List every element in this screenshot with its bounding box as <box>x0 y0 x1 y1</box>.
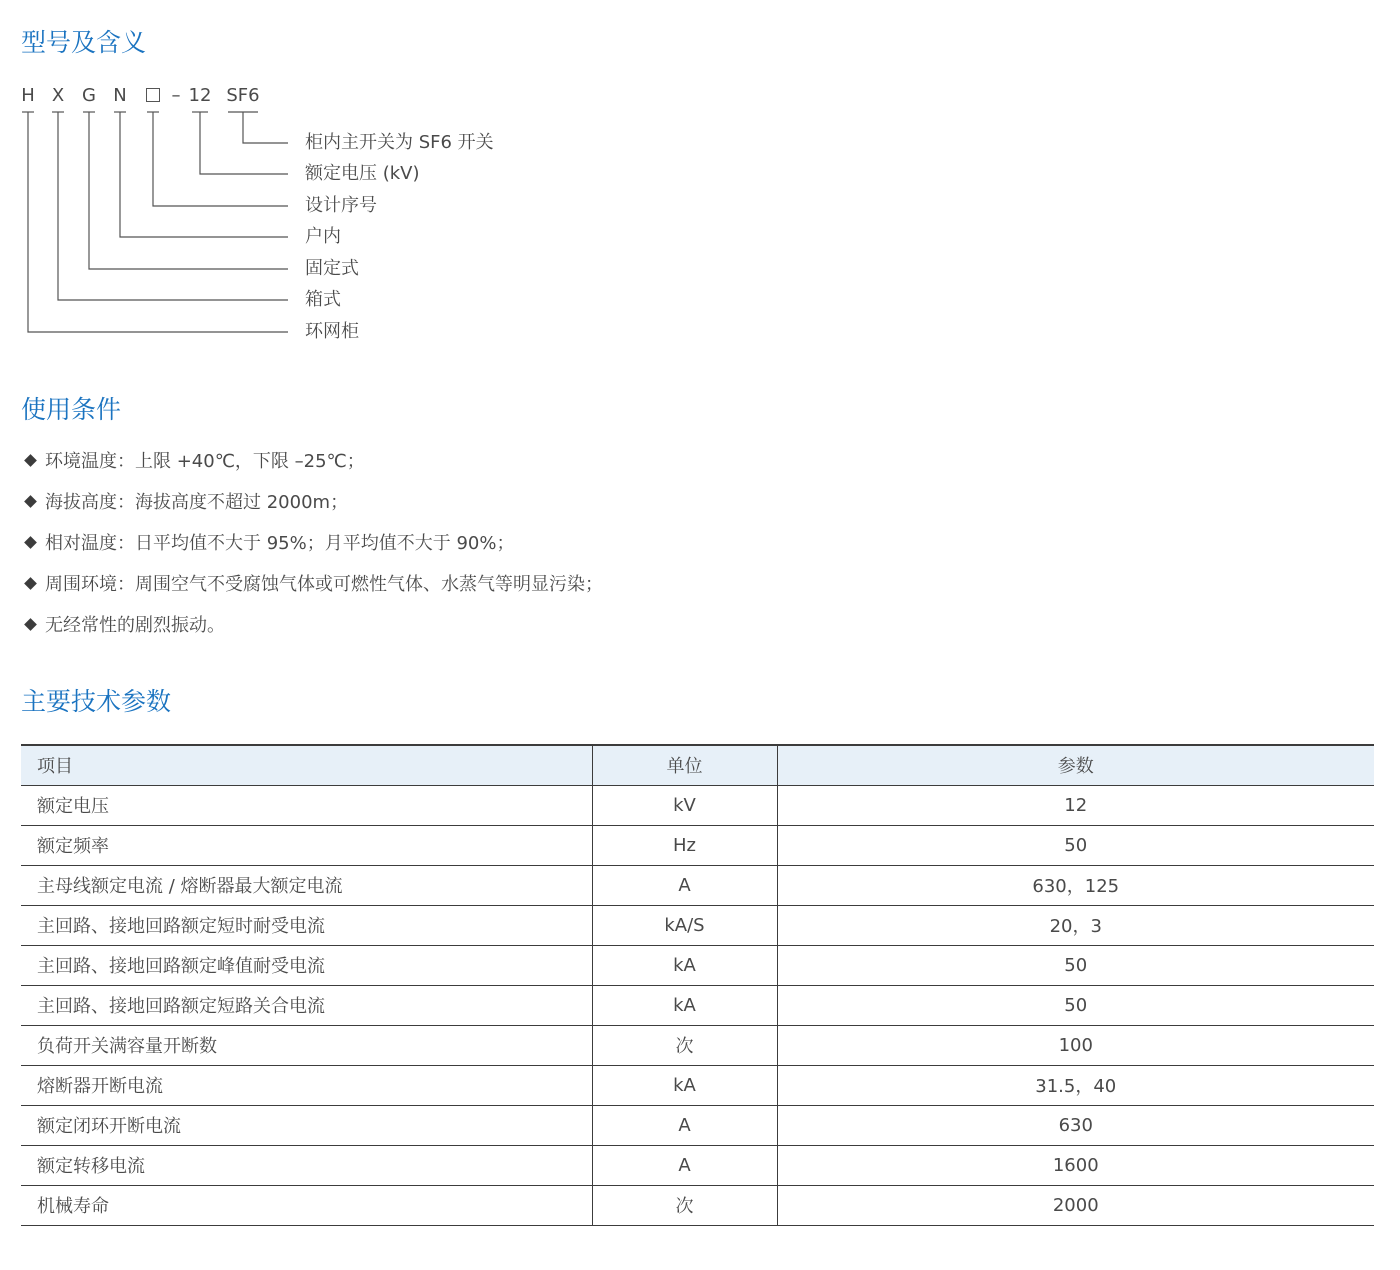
cell-unit: kA <box>592 945 777 985</box>
meaning-ring-main-unit: 环网柜 <box>305 321 359 342</box>
cell-unit: kA <box>592 1065 777 1105</box>
cell-item: 额定闭环开断电流 <box>21 1105 592 1145</box>
code-sf6: SF6 <box>226 85 260 106</box>
code-letter-n: N <box>113 85 127 106</box>
table-row <box>21 1025 1374 1065</box>
condition-item <box>22 614 225 638</box>
diamond-bullet-icon <box>24 495 37 508</box>
header-item: 项目 <box>21 745 592 785</box>
cell-unit: kA/S <box>592 905 777 945</box>
cell-value: 12 <box>777 785 1374 825</box>
condition-item <box>22 450 365 474</box>
code-dash: – <box>171 85 181 106</box>
meaning-box-type: 箱式 <box>305 289 341 310</box>
cell-value: 630，125 <box>777 865 1374 905</box>
cell-unit: kV <box>592 785 777 825</box>
meaning-fixed-type: 固定式 <box>305 258 359 279</box>
code-voltage: 12 <box>188 85 212 106</box>
condition-text: 环境温度：上限 +40℃，下限 –25℃； <box>45 451 365 472</box>
table-row <box>21 985 1374 1025</box>
params-table <box>21 744 1374 1226</box>
code-letter-g: G <box>82 85 96 106</box>
cell-value: 50 <box>777 945 1374 985</box>
model-section-title: 型号及含义 <box>21 28 147 57</box>
cell-item: 熔断器开断电流 <box>21 1065 592 1105</box>
cell-value: 2000 <box>777 1185 1374 1225</box>
table-row <box>21 945 1374 985</box>
header-unit: 单位 <box>592 745 777 785</box>
meaning-rated-voltage: 额定电压 (kV) <box>305 163 420 184</box>
header-value: 参数 <box>777 745 1374 785</box>
condition-text: 周围环境：周围空气不受腐蚀气体或可燃性气体、水蒸气等明显污染； <box>45 574 603 595</box>
cell-unit: 次 <box>592 1185 777 1225</box>
code-letter-x: X <box>51 85 65 106</box>
diamond-bullet-icon <box>24 454 37 467</box>
cell-unit: Hz <box>592 825 777 865</box>
diamond-bullet-icon <box>24 577 37 590</box>
table-row <box>21 1185 1374 1225</box>
cell-value: 630 <box>777 1105 1374 1145</box>
code-letter-h: H <box>21 85 35 106</box>
cell-item: 机械寿命 <box>21 1185 592 1225</box>
condition-text: 无经常性的剧烈振动。 <box>45 615 225 636</box>
table-row <box>21 1145 1374 1185</box>
conditions-section-title: 使用条件 <box>21 395 122 424</box>
cell-item: 主母线额定电流 / 熔断器最大额定电流 <box>21 865 592 905</box>
condition-text: 相对温度：日平均值不大于 95%；月平均值不大于 90%； <box>45 533 515 554</box>
cell-value: 20，3 <box>777 905 1374 945</box>
table-row <box>21 865 1374 905</box>
cell-item: 主回路、接地回路额定峰值耐受电流 <box>21 945 592 985</box>
cell-item: 额定频率 <box>21 825 592 865</box>
cell-unit: kA <box>592 985 777 1025</box>
cell-item: 额定转移电流 <box>21 1145 592 1185</box>
table-row <box>21 1105 1374 1145</box>
cell-value: 100 <box>777 1025 1374 1065</box>
meaning-design-serial: 设计序号 <box>305 195 377 216</box>
table-header-row <box>21 745 1374 785</box>
model-code-leader-lines <box>0 0 320 345</box>
meaning-sf6-switch: 柜内主开关为 SF6 开关 <box>305 132 494 153</box>
condition-text: 海拔高度：海拔高度不超过 2000m； <box>45 492 349 513</box>
cell-value: 50 <box>777 825 1374 865</box>
cell-unit: 次 <box>592 1025 777 1065</box>
cell-value: 31.5，40 <box>777 1065 1374 1105</box>
cell-item: 负荷开关满容量开断数 <box>21 1025 592 1065</box>
meaning-indoor: 户内 <box>305 226 341 247</box>
params-section-title: 主要技术参数 <box>21 687 172 716</box>
condition-item <box>22 532 514 556</box>
table-row <box>21 905 1374 945</box>
cell-unit: A <box>592 865 777 905</box>
condition-item <box>22 573 603 597</box>
cell-value: 50 <box>777 985 1374 1025</box>
table-row <box>21 785 1374 825</box>
cell-item: 主回路、接地回路额定短路关合电流 <box>21 985 592 1025</box>
condition-item <box>22 491 348 515</box>
cell-item: 额定电压 <box>21 785 592 825</box>
table-row <box>21 825 1374 865</box>
cell-value: 1600 <box>777 1145 1374 1185</box>
cell-unit: A <box>592 1105 777 1145</box>
diamond-bullet-icon <box>24 618 37 631</box>
cell-item: 主回路、接地回路额定短时耐受电流 <box>21 905 592 945</box>
table-row <box>21 1065 1374 1105</box>
cell-unit: A <box>592 1145 777 1185</box>
diamond-bullet-icon <box>24 536 37 549</box>
